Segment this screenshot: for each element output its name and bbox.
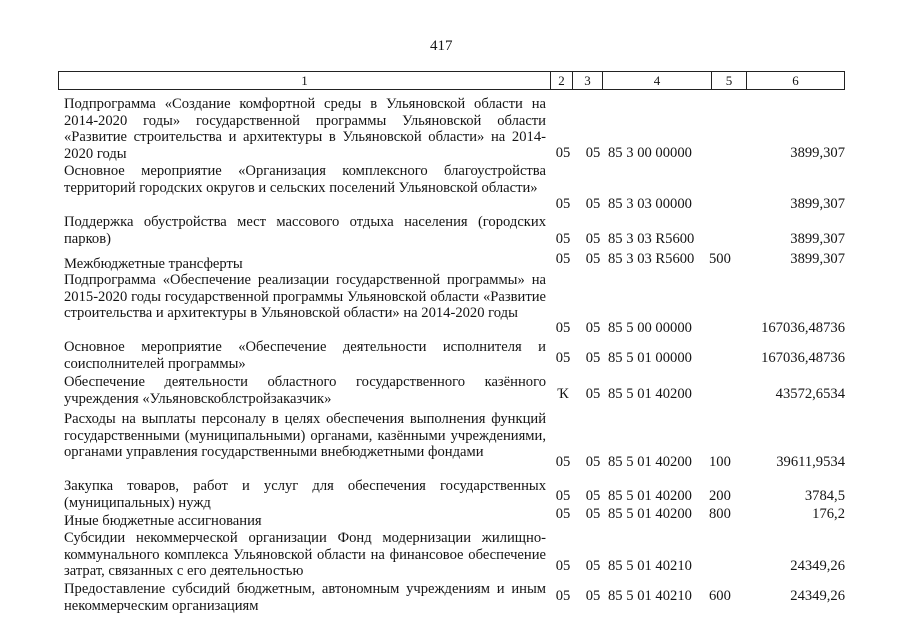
row-code-target: 85 3 03 R5600 — [608, 231, 695, 247]
row-description: Подпрограмма «Создание комфортной среды в Ульяновской области на 2014-2020 годы» государственной программы Ульяновской области «Развитие строительства и архитектуры в Ульяновской области» на 2014-2020 годы — [64, 96, 546, 162]
row-code-subsection: 05 — [585, 386, 601, 402]
table-row — [58, 530, 845, 580]
row-code-section: 05 — [555, 488, 571, 504]
row-code-subsection: 05 — [585, 488, 601, 504]
row-description: Основное мероприятие «Обеспечение деятельности исполнителя и соисполнителей программы» — [64, 339, 546, 372]
row-code-section: 05 — [555, 350, 571, 366]
row-code-subsection: 05 — [585, 196, 601, 212]
row-description: Основное мероприятие «Организация комплексного благоустройства территорий городских округов и сельских поселений Ульяновской области» — [64, 163, 546, 196]
header-cell-5: 5 — [712, 72, 747, 89]
row-code-subsection: 05 — [585, 506, 601, 522]
row-amount: 43572,6534 — [775, 386, 845, 402]
row-amount: 24349,26 — [790, 558, 845, 574]
row-code-subsection: 05 — [585, 350, 601, 366]
row-code-expense-type: 200 — [709, 488, 731, 504]
row-amount: 3899,307 — [790, 145, 845, 161]
row-code-target: 85 5 01 40200 — [608, 506, 692, 522]
header-cell-6: 6 — [792, 73, 799, 88]
table-row — [58, 163, 845, 213]
row-description: Межбюджетные трансферты — [64, 256, 243, 272]
table-row — [58, 374, 845, 408]
row-amount: 3899,307 — [790, 231, 845, 247]
row-description: Субсидии некоммерческой организации Фонд модернизации жилищно-коммунального комплекса Ульяновской области на финансовое обеспечение затрат, связанных с его деятельностью — [64, 530, 546, 579]
row-code-section: 05 — [555, 251, 571, 267]
row-code-target: 85 5 01 40200 — [608, 454, 692, 470]
row-amount: 3899,307 — [790, 196, 845, 212]
table-row — [58, 506, 845, 530]
row-code-target: 85 5 01 00000 — [608, 350, 692, 366]
row-amount: 24349,26 — [790, 588, 845, 604]
row-code-expense-type: 500 — [709, 251, 731, 267]
row-description: Иные бюджетные ассигнования — [64, 513, 262, 529]
row-code-target: 85 5 01 40210 — [608, 588, 692, 604]
row-code-target: 85 5 01 40210 — [608, 558, 692, 574]
row-code-subsection: 05 — [585, 588, 601, 604]
row-code-target: 85 5 01 40200 — [608, 386, 692, 402]
row-amount: 39611,9534 — [776, 454, 845, 470]
row-code-subsection: 05 — [585, 558, 601, 574]
table-row — [58, 411, 845, 478]
table-header — [58, 71, 845, 90]
row-code-section: 05 — [555, 506, 571, 522]
table-row — [58, 339, 845, 373]
row-code-subsection: 05 — [585, 320, 601, 336]
table-row — [58, 214, 845, 248]
row-description: Предоставление субсидий бюджетным, автономным учреждениям и иным некоммерческим организациям — [64, 581, 546, 614]
row-code-section: 05 — [555, 558, 571, 574]
row-amount: 3899,307 — [790, 251, 845, 267]
row-code-target: 85 5 01 40200 — [608, 488, 692, 504]
row-description: Закупка товаров, работ и услуг для обеспечения государственных (муниципальных) нужд — [64, 478, 546, 511]
table-row — [58, 96, 845, 163]
row-code-section: 05 — [555, 196, 571, 212]
row-code-target: 85 5 00 00000 — [608, 320, 692, 336]
row-code-subsection: 05 — [585, 145, 601, 161]
row-code-expense-type: 800 — [709, 506, 731, 522]
row-code-target: 85 3 00 00000 — [608, 145, 692, 161]
table-row — [58, 272, 845, 339]
row-code-section: 05 — [555, 320, 571, 336]
row-code-subsection: 05 — [585, 231, 601, 247]
row-description: Подпрограмма «Обеспечение реализации государственной программы» на 2015-2020 годы государственной программы Ульяновской области «Развитие строительства и архитектуры в Ульяновской области» на 2014-2020 годы — [64, 272, 546, 321]
row-amount: 176,2 — [812, 506, 845, 522]
row-code-expense-type: 100 — [709, 454, 731, 470]
row-code-section: Ҡ — [557, 386, 569, 402]
row-description: Поддержка обустройства мест массового отдыха населения (городских парков) — [64, 214, 546, 247]
row-amount: 3784,5 — [804, 488, 845, 504]
table-row — [58, 581, 845, 615]
row-amount: 167036,48736 — [761, 350, 845, 366]
row-description: Обеспечение деятельности областного государственного казённого учреждения «Ульяновскоблстройзаказчик» — [64, 374, 546, 407]
row-code-subsection: 05 — [585, 454, 601, 470]
header-cell-2: 2 — [551, 72, 573, 89]
page-number: 417 — [430, 38, 453, 54]
row-code-section: 05 — [555, 588, 571, 604]
header-cell-3: 3 — [573, 72, 603, 89]
row-code-section: 05 — [555, 231, 571, 247]
row-code-expense-type: 600 — [709, 588, 731, 604]
row-code-subsection: 05 — [585, 251, 601, 267]
header-cell-1: 1 — [59, 72, 551, 89]
table-row — [58, 251, 845, 273]
row-code-target: 85 3 03 R5600 — [608, 251, 695, 267]
row-code-section: 05 — [555, 454, 571, 470]
header-cell-4: 4 — [603, 72, 712, 89]
row-description: Расходы на выплаты персоналу в целях обеспечения выполнения функций государственными (муниципальными) органами, казёнными учреждениями, органами управления государственными внебюджетными фондами — [64, 411, 546, 460]
row-amount: 167036,48736 — [761, 320, 845, 336]
row-code-target: 85 3 03 00000 — [608, 196, 692, 212]
row-code-section: 05 — [555, 145, 571, 161]
